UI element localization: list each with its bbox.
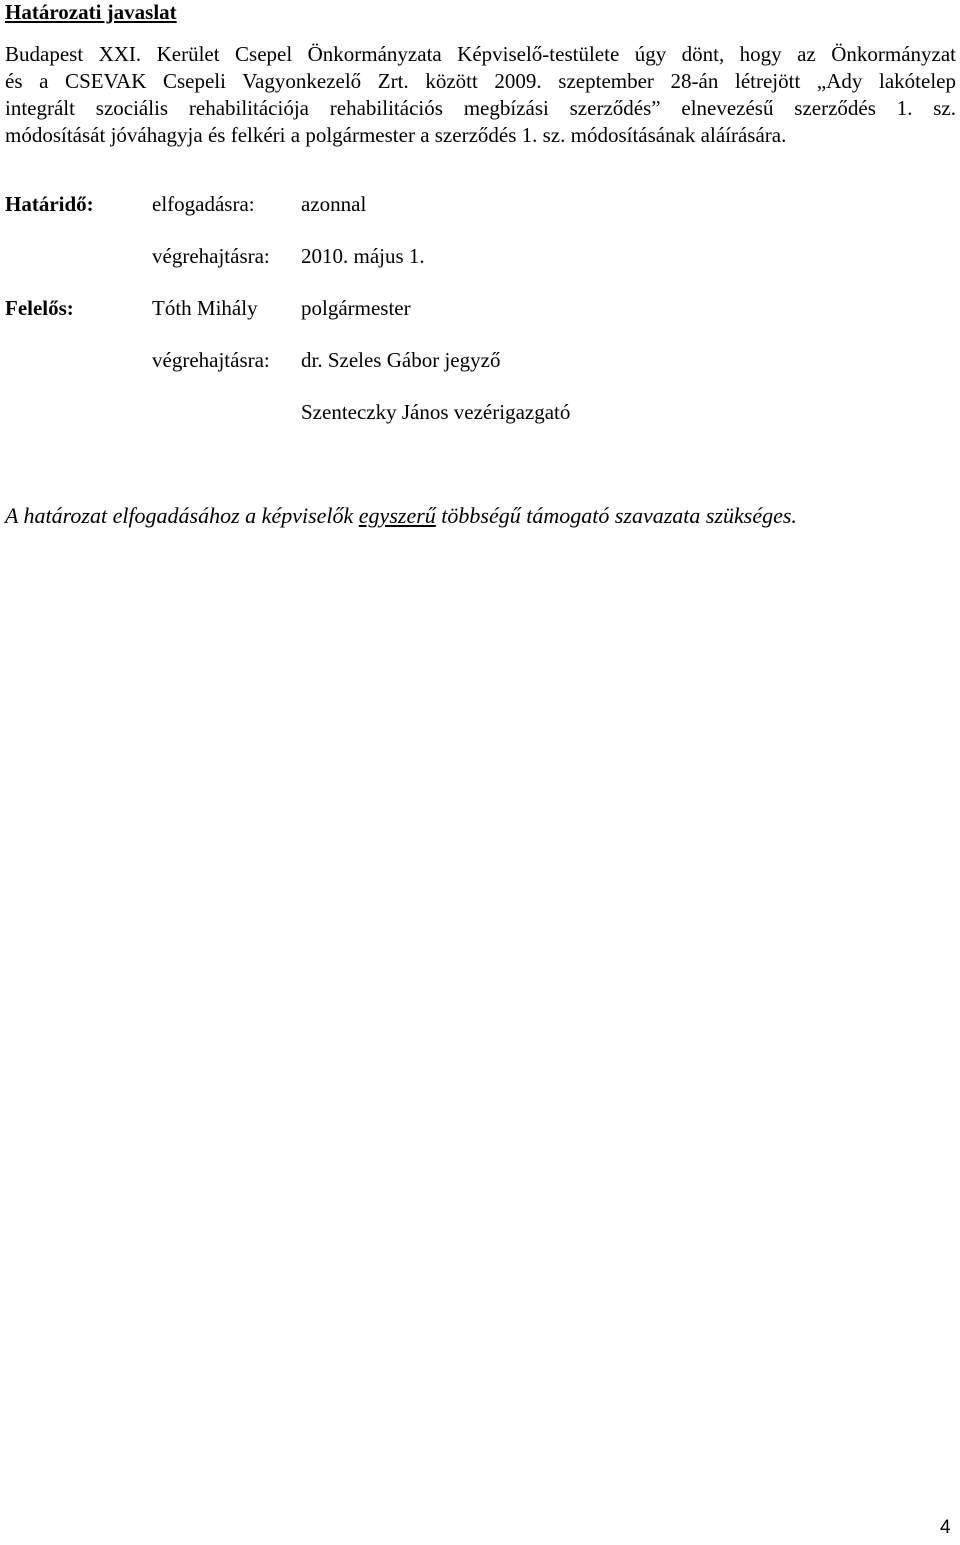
paragraph-line: módosítását jóváhagyja és felkéri a polgármester a szerződés 1. sz. módosításának aláírására. <box>5 123 787 147</box>
responsible-execution-label: végrehajtásra: <box>152 348 270 372</box>
adoption-label: elfogadásra: <box>152 192 255 216</box>
paragraph-line: és a CSEVAK Csepeli Vagyonkezelő Zrt. között 2009. szeptember 28-án létrejött „Ady lakótelep <box>5 69 956 93</box>
note-text-before: A határozat elfogadásához a képviselők <box>5 503 359 528</box>
responsible-person-ceo: Szenteczky János vezérigazgató <box>301 400 571 424</box>
resolution-paragraph <box>5 41 956 149</box>
page-number: 4 <box>940 1517 951 1538</box>
execution-deadline-value: 2010. május 1. <box>301 244 425 268</box>
note-text-underlined: egyszerű <box>358 503 436 528</box>
responsible-person-notary: dr. Szeles Gábor jegyző <box>301 348 501 372</box>
deadline-label: Határidő: <box>5 192 94 216</box>
note-text-after: többségű támogató szavazata szükséges. <box>435 503 797 528</box>
responsible-label: Felelős: <box>5 296 74 320</box>
responsible-role: polgármester <box>301 296 411 320</box>
voting-requirement-note <box>5 503 797 529</box>
adoption-value: azonnal <box>301 192 367 216</box>
responsible-name: Tóth Mihály <box>152 296 258 320</box>
paragraph-line: integrált szociális rehabilitációja rehabilitációs megbízási szerződés” elnevezésű szerződés 1. sz. <box>5 96 956 120</box>
resolution-heading: Határozati javaslat <box>5 0 177 24</box>
paragraph-line: Budapest XXI. Kerület Csepel Önkormányzata Képviselő-testülete úgy dönt, hogy az Önkormányzat <box>5 42 956 66</box>
execution-label: végrehajtásra: <box>152 244 270 268</box>
